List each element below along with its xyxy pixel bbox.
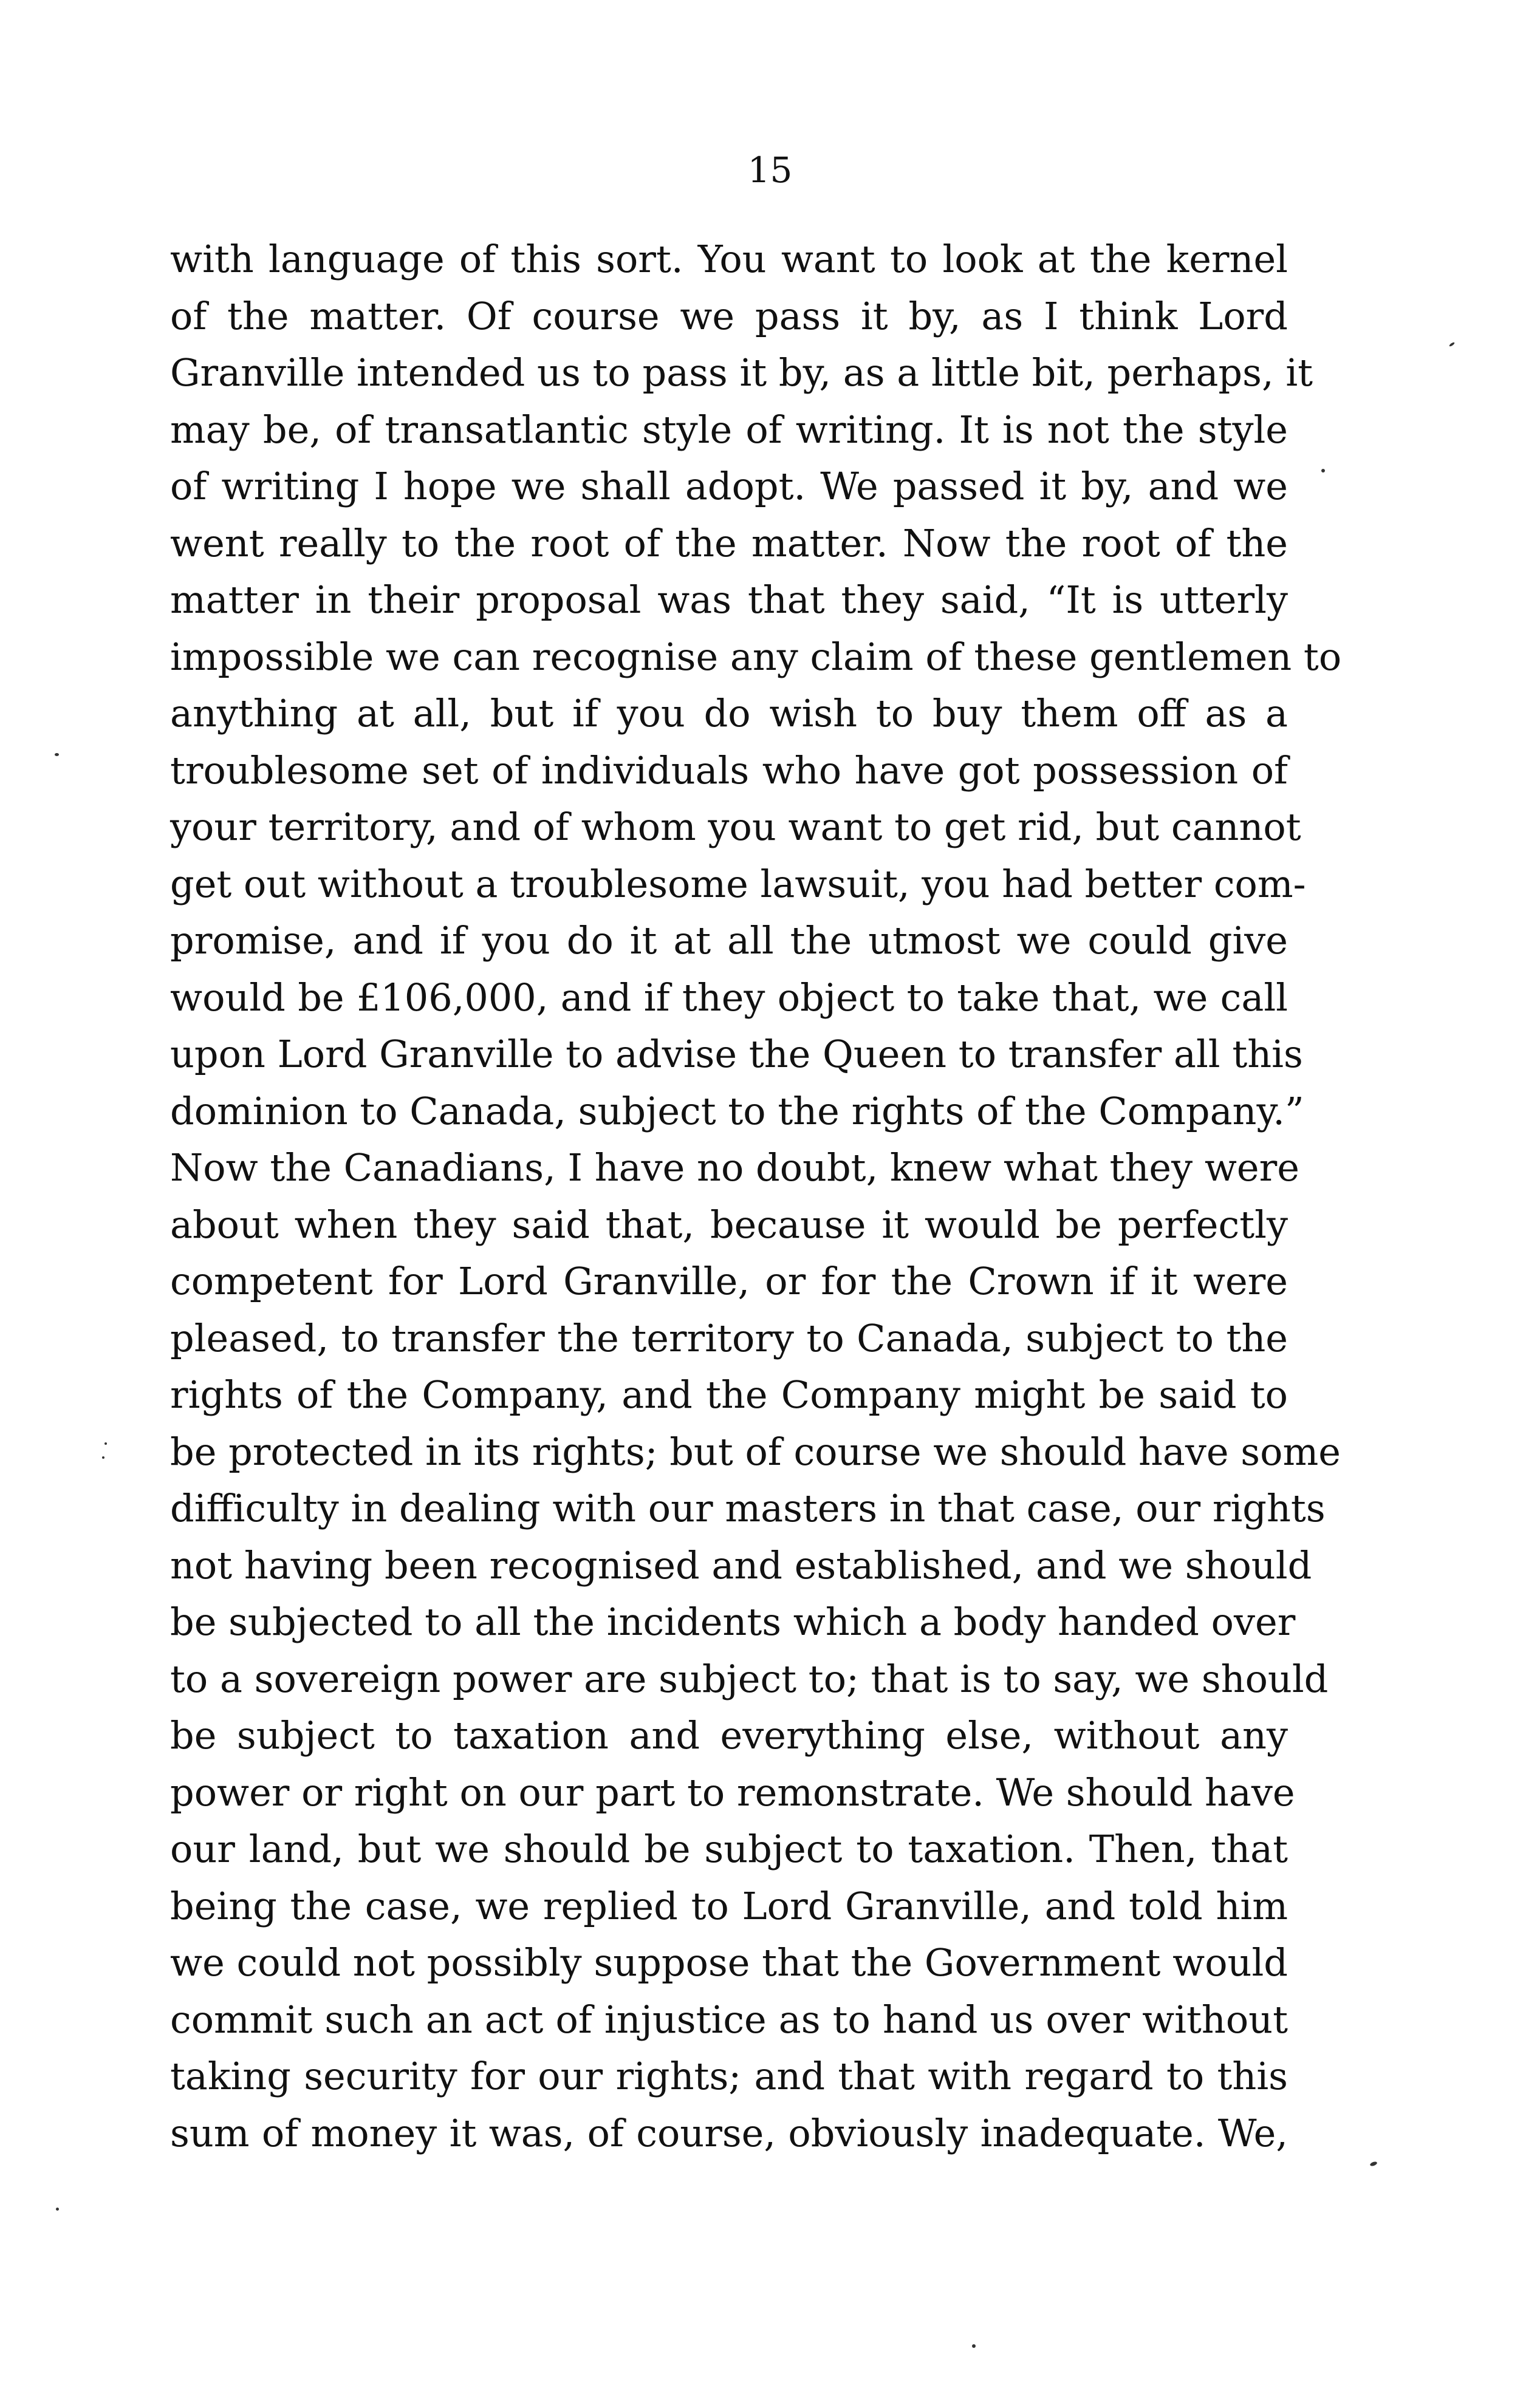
text-line: with language of this sort. You want to look at the kernel [170,237,1288,281]
scan-speck [1449,341,1455,347]
text-line: be protected in its rights; but of course we should have some [170,1429,1341,1474]
text-line: upon Lord Granville to advise the Queen to transfer all this [170,1032,1303,1076]
page-number: 15 [747,149,793,191]
text-line: be subjected to all the incidents which a body handed over [170,1600,1296,1644]
text-line: to a sovereign power are subject to; that is to say, we should [170,1656,1329,1701]
text-line: impossible we can recognise any claim of these gentlemen to [170,634,1342,679]
text-line: get out without a troublesome lawsuit, you had better com- [170,861,1306,906]
text-line: of the matter. Of course we pass it by, as I think Lord [170,293,1288,338]
text-line: difficulty in dealing with our masters in that case, our rights [170,1486,1326,1530]
scan-speck [104,1442,107,1445]
text-line: went really to the root of the matter. Now the root of the [170,520,1288,565]
scan-speck [1369,2161,1377,2167]
text-line: commit such an act of injustice as to hand us over without [170,1997,1288,2042]
text-line: your territory, and of whom you want to get rid, but cannot [170,805,1301,849]
text-line: being the case, we replied to Lord Granville, and told him [170,1883,1288,1928]
text-line: dominion to Canada, subject to the rights of the Company.” [170,1088,1304,1133]
text-line: matter in their proposal was that they said, “It is utterly [170,578,1288,622]
text-line: troublesome set of individuals who have got possession of [170,748,1288,793]
text-line: anything at all, but if you do wish to buy them off as a [170,691,1288,735]
text-line: taking security for our rights; and that with regard to this [170,2054,1288,2098]
text-line: about when they said that, because it would be perfectly [170,1202,1288,1247]
text-line: pleased, to transfer the territory to Canada, subject to the [170,1315,1288,1360]
text-line: promise, and if you do it at all the utmost we could give [170,918,1288,963]
text-line: competent for Lord Granville, or for the Crown if it were [170,1259,1288,1303]
text-line: Now the Canadians, I have no doubt, knew what they were [170,1145,1299,1190]
text-line: our land, but we should be subject to taxation. Then, that [170,1827,1288,1871]
text-line: not having been recognised and established, and we should [170,1543,1312,1588]
text-line: we could not possibly suppose that the Government would [170,1940,1288,1985]
body-text [170,231,1342,2161]
text-line: power or right on our part to remonstrate. We should have [170,1770,1295,1815]
scan-speck [55,753,59,756]
text-line: of writing I hope we shall adopt. We passed it by, and we [170,464,1288,508]
scan-speck [102,1456,104,1459]
text-line: Granville intended us to pass it by, as a little bit, perhaps, it [170,350,1313,395]
text-line: would be £106,000, and if they object to take that, we call [170,975,1288,1020]
scan-speck [56,2208,59,2211]
text-line: be subject to taxation and everything else, without any [170,1713,1288,1758]
scan-speck [1321,469,1325,472]
text-line: may be, of transatlantic style of writing. It is not the style [170,407,1288,452]
text-line: sum of money it was, of course, obviously inadequate. We, [170,2110,1288,2155]
text-line: rights of the Company, and the Company might be said to [170,1373,1288,1417]
scan-speck [972,2344,976,2348]
